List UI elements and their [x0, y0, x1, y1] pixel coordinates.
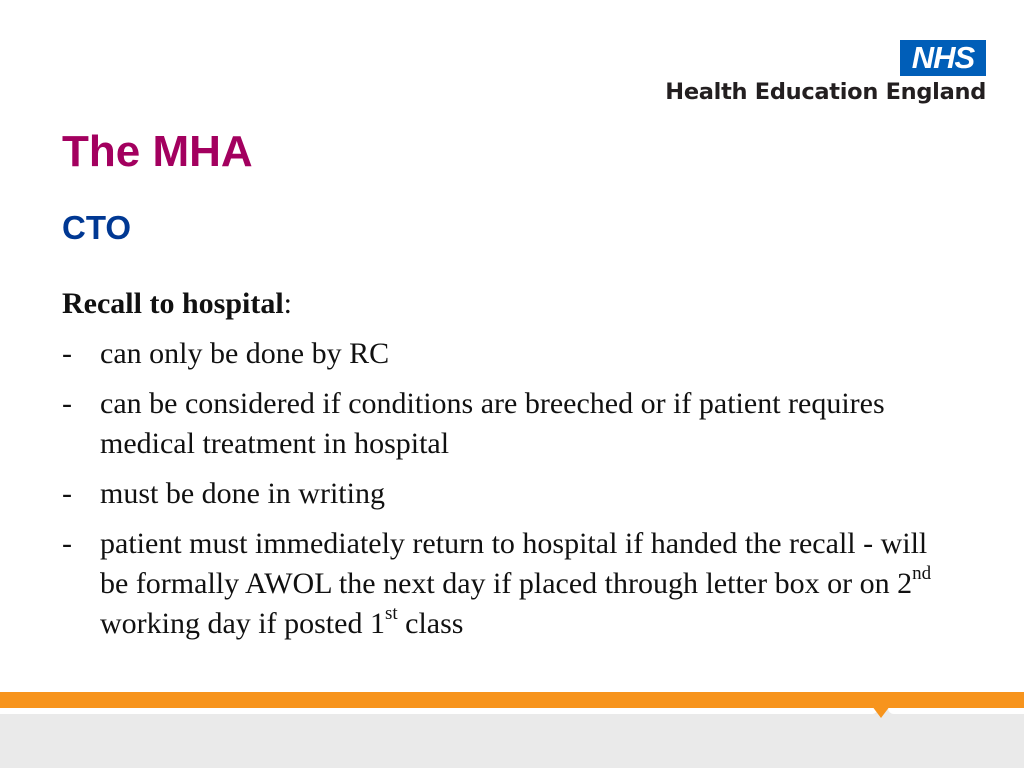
- slide-body: [62, 284, 942, 654]
- heading-colon: :: [283, 287, 293, 320]
- section-heading: [62, 284, 942, 324]
- dash-bullet: -: [62, 527, 72, 560]
- heading-text: Recall to hospital: [62, 287, 284, 320]
- footer-band: [0, 708, 1024, 768]
- list-item: [62, 384, 942, 464]
- bullet-list: [62, 334, 942, 644]
- nhs-hee-logo: [636, 40, 986, 110]
- organisation-name: Health Education England: [665, 79, 986, 105]
- notch-marker: [872, 706, 890, 718]
- dash-bullet: -: [62, 387, 72, 420]
- list-item: [62, 334, 942, 374]
- dash-bullet: -: [62, 477, 72, 510]
- text-segment: class: [397, 607, 464, 640]
- list-item: [62, 474, 942, 514]
- nhs-badge: NHS: [900, 40, 986, 76]
- slide-subtitle: CTO: [62, 209, 132, 246]
- ordinal-suffix: st: [384, 603, 398, 624]
- footer-divider-left: [0, 708, 878, 714]
- ordinal-suffix: nd: [912, 563, 932, 584]
- slide-title: The MHA: [62, 127, 253, 176]
- list-item-text: [100, 527, 931, 640]
- dash-bullet: -: [62, 337, 72, 370]
- list-item-text: must be done in writing: [100, 477, 385, 510]
- list-item-text: can be considered if conditions are breeched or if patient requires medical treatment in hospital: [100, 387, 885, 460]
- footer-divider-right: [888, 708, 1024, 714]
- accent-bar: [0, 692, 1024, 708]
- text-segment: patient must immediately return to hospital if handed the recall - will be formally AWOL the next day if placed through letter box or on 2: [100, 527, 928, 600]
- list-item: [62, 524, 942, 644]
- text-segment: working day if posted 1: [100, 607, 385, 640]
- list-item-text: can only be done by RC: [100, 337, 390, 370]
